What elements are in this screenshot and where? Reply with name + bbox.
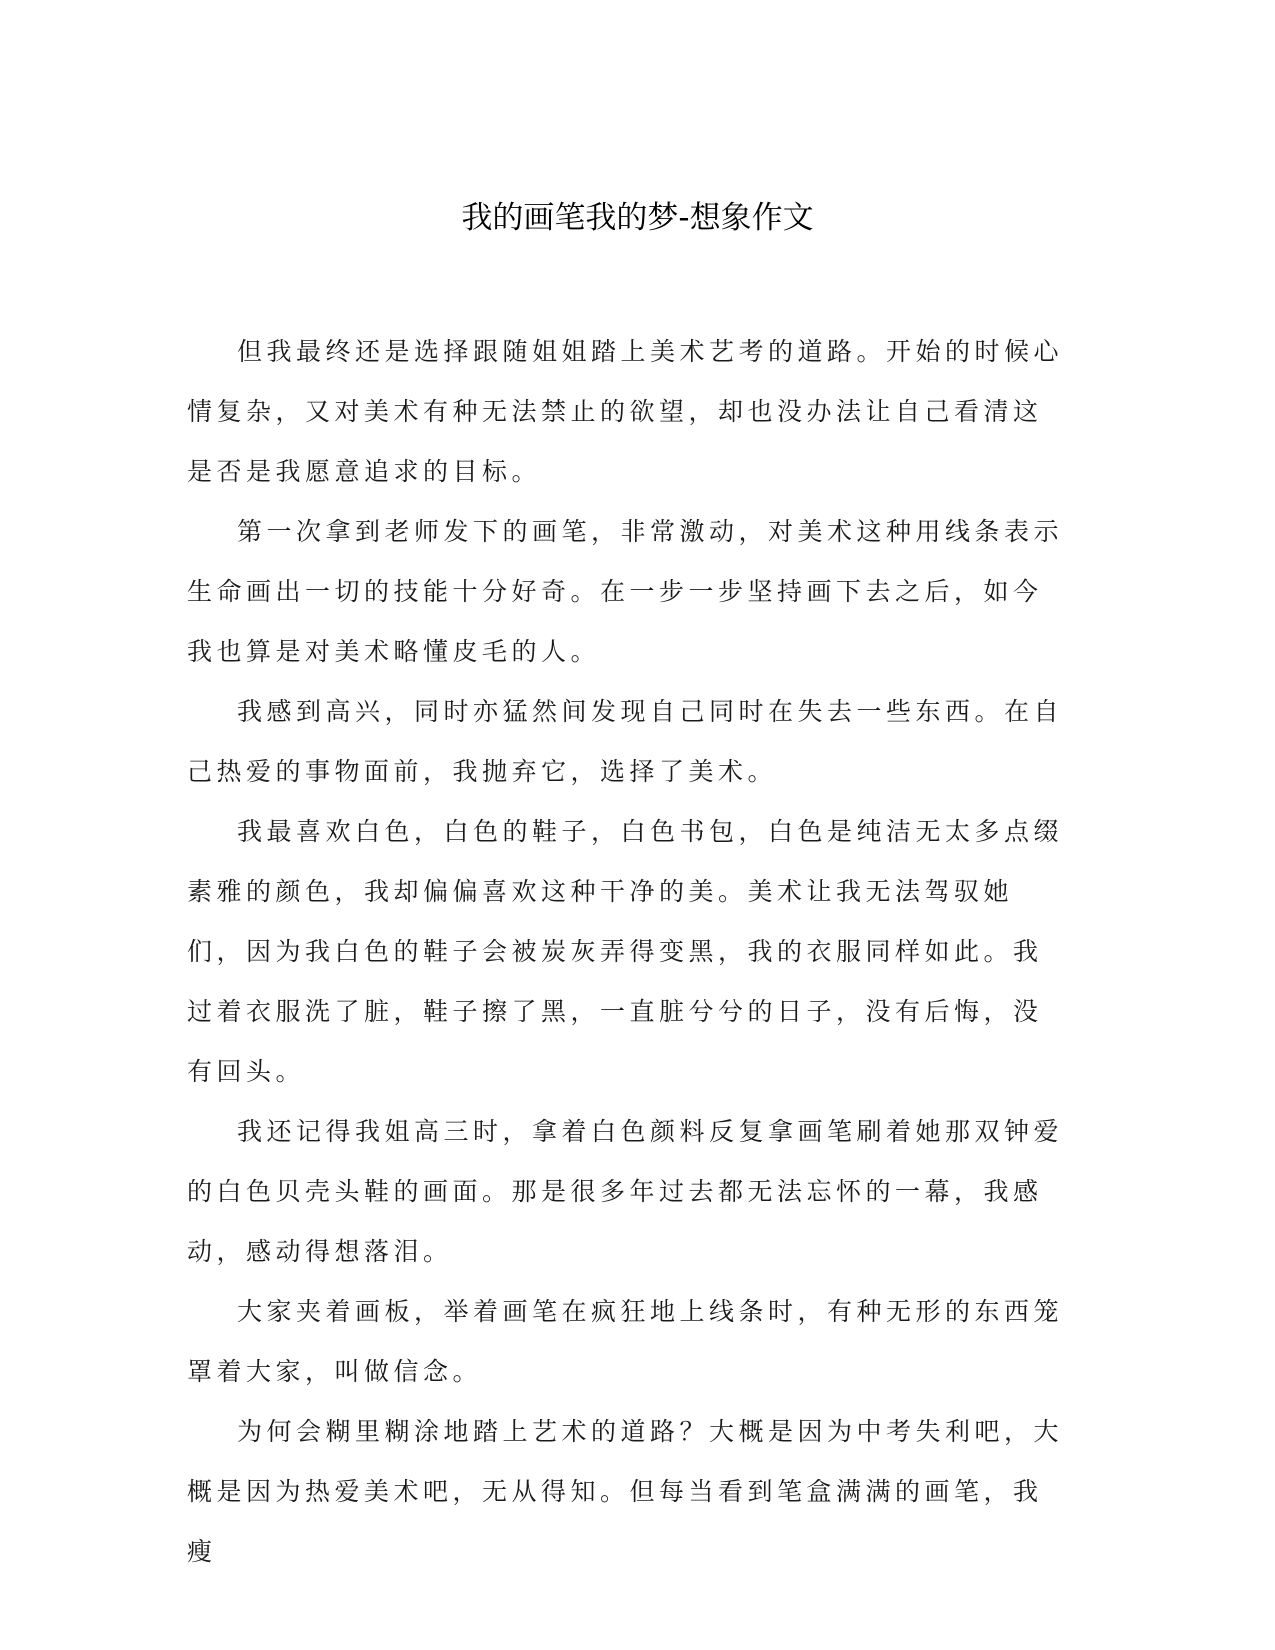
document-body (187, 322, 1070, 1582)
paragraph: 为何会糊里糊涂地踏上艺术的道路？大概是因为中考失利吧，大概是因为热爱美术吧，无从得知。但每当看到笔盒满满的画笔，我瘦 (187, 1417, 1064, 1566)
paragraph: 我感到高兴，同时亦猛然间发现自己同时在失去一些东西。在自己热爱的事物面前，我抛弃它，选择了美术。 (187, 697, 1064, 786)
document-title: 我的画笔我的梦-想象作文 (461, 200, 814, 236)
paragraph: 我最喜欢白色，白色的鞋子，白色书包，白色是纯洁无太多点缀素雅的颜色，我却偏偏喜欢这种干净的美。美术让我无法驾驭她们，因为我白色的鞋子会被炭灰弄得变黑，我的衣服同样如此。我过着衣服洗了脏，鞋子擦了黑，一直脏兮兮的日子，没有后悔，没有回头。 (187, 817, 1064, 1086)
paragraph: 我还记得我姐高三时，拿着白色颜料反复拿画笔刷着她那双钟爱的白色贝壳头鞋的画面。那是很多年过去都无法忘怀的一幕，我感动，感动得想落泪。 (187, 1117, 1064, 1266)
paragraph: 大家夹着画板，举着画笔在疯狂地上线条时，有种无形的东西笼罩着大家，叫做信念。 (187, 1297, 1064, 1386)
paragraph: 第一次拿到老师发下的画笔，非常激动，对美术这种用线条表示生命画出一切的技能十分好奇。在一步一步坚持画下去之后，如今我也算是对美术略懂皮毛的人。 (187, 517, 1064, 666)
paragraph: 但我最终还是选择跟随姐姐踏上美术艺考的道路。开始的时候心情复杂，又对美术有种无法禁止的欲望，却也没办法让自己看清这是否是我愿意追求的目标。 (187, 337, 1064, 486)
